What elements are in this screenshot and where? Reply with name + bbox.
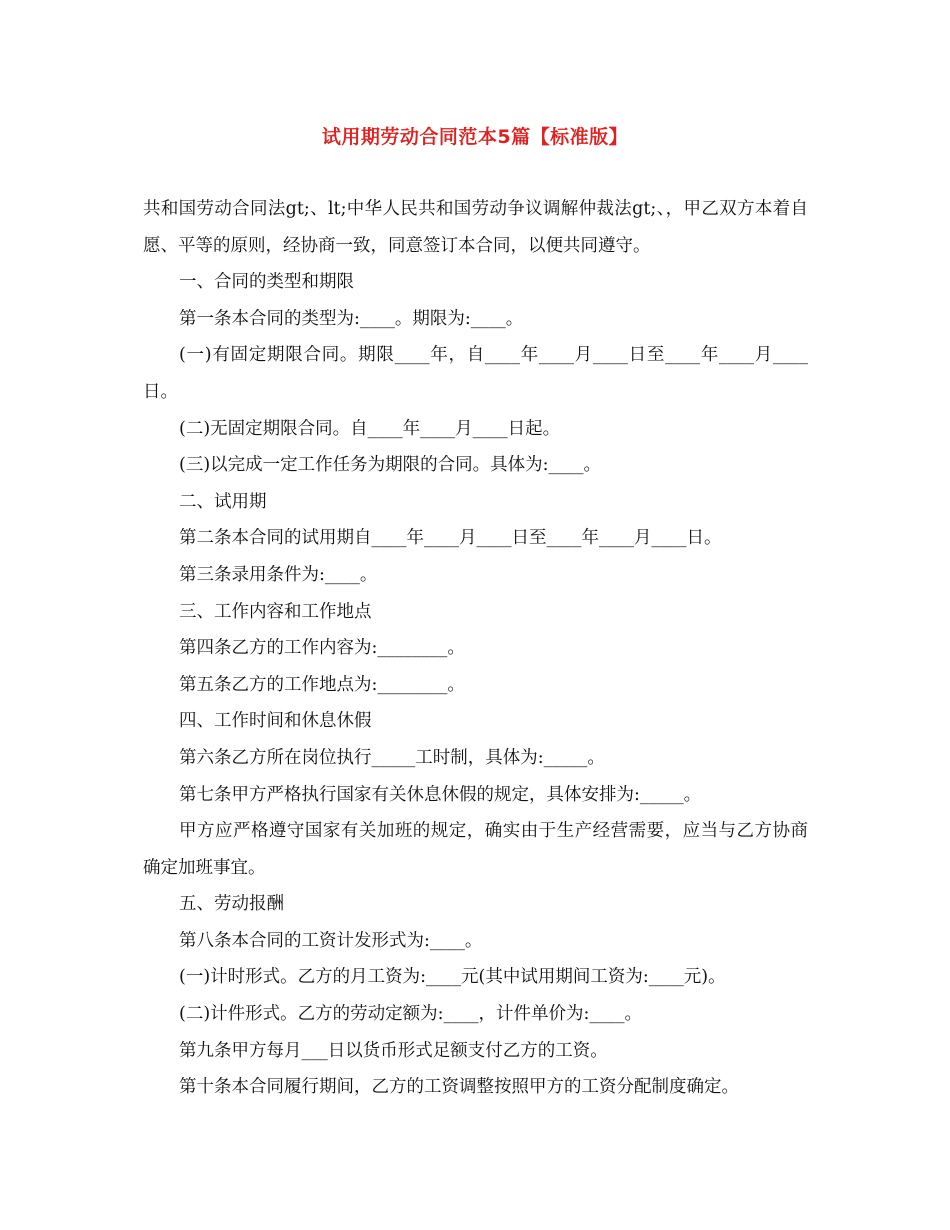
paragraph-preamble: 共和国劳动合同法gt;、lt;中华人民共和国劳动争议调解仲裁法gt;、，甲乙双方本着自愿、平等的原则，经协商一致，同意签订本合同，以便共同遵守。 xyxy=(143,199,808,256)
section-heading-4: 四、工作时间和休息休假 xyxy=(179,711,372,732)
section-heading-5: 五、劳动报酬 xyxy=(179,894,284,915)
section-heading-3: 三、工作内容和工作地点 xyxy=(179,601,372,622)
clause-1-3: (三)以完成一定工作任务为期限的合同。具体为:____。 xyxy=(179,455,602,476)
clause-1-2: (二)无固定期限合同。自____年____月____日起。 xyxy=(179,418,561,439)
article-7: 第七条甲方严格执行国家有关休息休假的规定，具体安排为:_____。 xyxy=(179,784,702,805)
article-6: 第六条乙方所在岗位执行_____工时制，具体为:_____。 xyxy=(179,747,605,768)
clause-1-1: (一)有固定期限合同。期限____年，自____年____月____日至____年____月____日。 xyxy=(143,345,808,402)
document-body xyxy=(143,191,808,1106)
article-5: 第五条乙方的工作地点为:________。 xyxy=(179,674,465,695)
article-9: 第九条甲方每月___日以货币形式足额支付乙方的工资。 xyxy=(179,1040,608,1061)
section-heading-2: 二、试用期 xyxy=(179,491,267,512)
article-2: 第二条本合同的试用期自____年____月____日至____年____月____日。 xyxy=(179,528,722,549)
overtime-paragraph: 甲方应严格遵守国家有关加班的规定，确实由于生产经营需要，应当与乙方协商确定加班事宜。 xyxy=(143,821,808,878)
article-8: 第八条本合同的工资计发形式为:____。 xyxy=(179,930,483,951)
document-title: 试用期劳动合同范本5篇【标准版】 xyxy=(321,126,629,148)
section-heading-1: 一、合同的类型和期限 xyxy=(179,272,354,293)
article-4: 第四条乙方的工作内容为:________。 xyxy=(179,638,465,659)
article-3: 第三条录用条件为:____。 xyxy=(179,564,378,585)
article-10: 第十条本合同履行期间，乙方的工资调整按照甲方的工资分配制度确定。 xyxy=(179,1077,739,1098)
clause-8-2: (二)计件形式。乙方的劳动定额为:____，计件单价为:____。 xyxy=(179,1004,642,1025)
article-1: 第一条本合同的类型为:____。期限为:____。 xyxy=(179,308,524,329)
clause-8-1: (一)计时形式。乙方的月工资为:____元(其中试用期间工资为:____元)。 xyxy=(179,967,726,988)
